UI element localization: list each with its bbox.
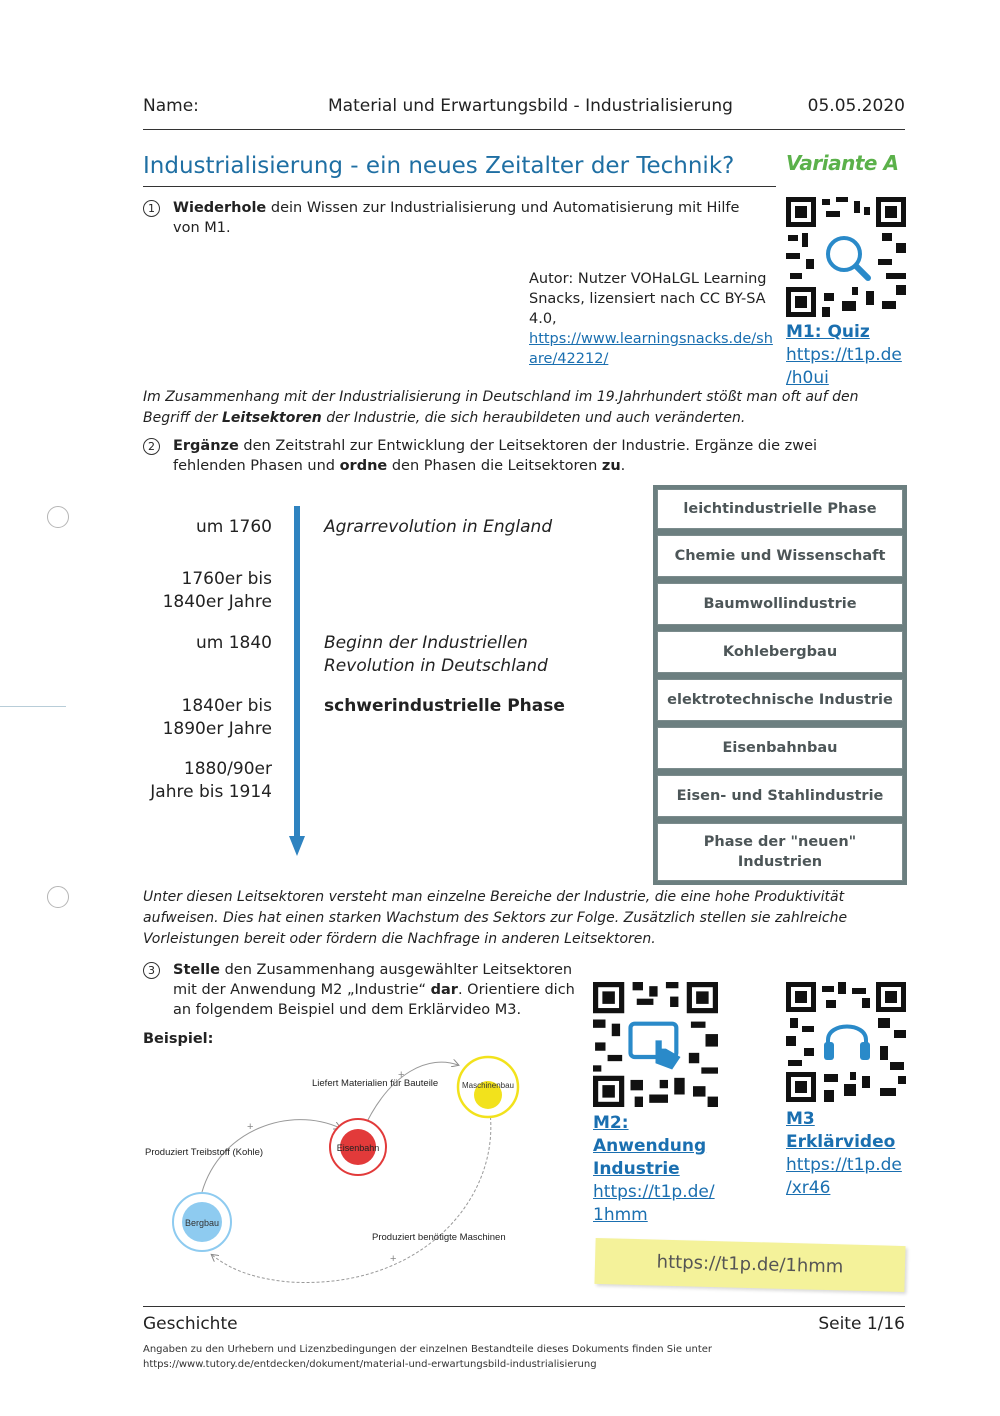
timeline-date-4: 1840er bis 1890er Jahre xyxy=(162,696,272,739)
plus-sign-3: + xyxy=(390,1253,397,1265)
qr-m3-label-line1[interactable]: M3 xyxy=(786,1109,815,1129)
page-title: Industrialisierung - ein neues Zeitalter der Technik? xyxy=(143,153,735,179)
task-2-text-3: . xyxy=(620,458,626,474)
task-1-verb: Wiederhole xyxy=(173,200,267,216)
task-1-text: dein Wissen zur Industrialisierung und Automatisierung mit Hilfe von M1. xyxy=(173,200,740,236)
sector-box-7[interactable]: Eisen- und Stahlindustrie xyxy=(657,775,903,817)
attribution xyxy=(529,269,774,369)
attribution-link-line1[interactable]: https://www.learningsnacks.de/sh xyxy=(529,331,773,347)
task-2 xyxy=(143,436,883,476)
edge2-label: Liefert Materialien für Bauteile xyxy=(312,1078,439,1089)
qr-m3-label-line2[interactable]: Erklärvideo xyxy=(786,1132,896,1152)
edge3-label: Produziert benötigte Maschinen xyxy=(372,1232,506,1243)
qr-m2-url-line2[interactable]: 1hmm xyxy=(593,1205,648,1225)
page-header xyxy=(143,96,905,120)
name-label: Name: xyxy=(143,96,199,116)
timeline-date-3: um 1840 xyxy=(195,633,272,653)
task-2-verb-1: Ergänze xyxy=(173,438,239,454)
qr-m3-caption xyxy=(786,1108,906,1200)
sector-box-1[interactable]: leichtindustrielle Phase xyxy=(657,489,903,529)
sector-box-panel xyxy=(653,485,907,885)
task-3-verb-1: Stelle xyxy=(173,962,220,978)
qr-m1-url-line1[interactable]: https://t1p.de xyxy=(786,345,902,365)
example-label: Beispiel: xyxy=(143,1031,214,1047)
task-number-3: 3 xyxy=(143,962,160,979)
document-date: 05.05.2020 xyxy=(807,96,905,116)
sector-box-8[interactable]: Phase der "neuen" Industrien xyxy=(657,823,903,881)
sector-box-3[interactable]: Baumwollindustrie xyxy=(657,583,903,625)
timeline-arrow-head xyxy=(289,836,305,856)
task-3-text-1: den Zusammenhang ausgewählter Leitsektoren mit der Anwendung M2 „Industrie“ xyxy=(173,962,573,998)
timeline-date-5: 1880/90er Jahre bis 1914 xyxy=(150,759,272,802)
attribution-link-line2[interactable]: are/42212/ xyxy=(529,351,609,367)
qr-m2-label-line2[interactable]: Anwendung xyxy=(593,1136,707,1156)
punch-hole-bottom xyxy=(47,886,69,908)
task-3-verb-2: dar xyxy=(430,982,458,998)
timeline-date-2: 1760er bis 1840er Jahre xyxy=(162,569,272,612)
task-3 xyxy=(143,960,583,1020)
task-2-verb-3: zu xyxy=(601,458,621,474)
qr-m2-label-line3[interactable]: Industrie xyxy=(593,1159,680,1179)
example-diagram xyxy=(140,1050,580,1290)
intro-keyword: Leitsektoren xyxy=(222,410,322,426)
definition-paragraph: Unter diesen Leitsektoren versteht man einzelne Bereiche der Industrie, die eine hohe Produktivität aufweisen. Dies hat einen starken Wachstum des Sektors zur Folge. Zusätzlich stellen sie zahlreiche Vorleistungen bereit oder fördern die Nachfrage in anderen Leitsektoren. xyxy=(143,889,848,947)
timeline-arrow-shaft xyxy=(294,506,300,838)
footer-subject: Geschichte xyxy=(143,1314,238,1334)
footer-rule xyxy=(143,1306,905,1307)
sticky-note-url[interactable]: https://t1p.de/1hmm xyxy=(594,1238,905,1292)
document-title: Material und Erwartungsbild - Industrialisierung xyxy=(328,96,733,116)
punch-hole-top xyxy=(47,506,69,528)
qr-m3-url-line1[interactable]: https://t1p.de xyxy=(786,1155,902,1175)
node-eisenbahn-label: Eisenbahn xyxy=(336,1143,380,1153)
footer-license-line1: Angaben zu den Urhebern und Lizenzbedingungen der einzelnen Bestandteile dieses Dokuments finden Sie unter xyxy=(143,1344,713,1355)
task-1 xyxy=(143,198,763,238)
task-number-2: 2 xyxy=(143,438,160,455)
attribution-text: Autor: Nutzer VOHaLGL Learning Snacks, lizensiert nach CC BY-SA 4.0, xyxy=(529,271,767,327)
task-2-text-2: den Phasen die Leitsektoren xyxy=(387,458,602,474)
qr-m2-label-line1[interactable]: M2: xyxy=(593,1113,629,1133)
timeline-event-1: Agrarrevolution in England xyxy=(324,517,553,537)
intro-paragraph xyxy=(143,387,908,429)
title-underline xyxy=(143,186,776,187)
footer-license-line2[interactable]: https://www.tutory.de/entdecken/dokument/material-und-erwartungsbild-industrialisierung xyxy=(143,1359,597,1370)
variant-label: Variante A xyxy=(786,151,899,175)
node-bergbau-label: Bergbau xyxy=(184,1218,220,1228)
qr-m1-caption xyxy=(786,321,906,390)
qr-m3-url-line2[interactable]: /xr46 xyxy=(786,1178,831,1198)
timeline-date-1: um 1760 xyxy=(195,517,272,537)
footer-page-number: Seite 1/16 xyxy=(818,1314,905,1334)
edge-eisenbahn-maschinenbau xyxy=(362,1062,458,1132)
qr-m2-caption xyxy=(593,1112,723,1227)
intro-text-1: Im Zusammenhang mit der Industrialisierung in Deutschland im 19.Jahrhundert stößt man oft auf den Begriff der xyxy=(143,389,859,426)
edge1-label: Produziert Treibstoff (Kohle) xyxy=(145,1147,264,1158)
qr-code-m1[interactable] xyxy=(786,197,906,317)
task-3-text-2: . Orientiere dich an folgendem Beispiel und dem Erklärvideo M3. xyxy=(173,982,575,1018)
sector-box-5[interactable]: elektrotechnische Industrie xyxy=(657,679,903,721)
node-maschinenbau-label: Maschinenbau xyxy=(461,1081,515,1090)
plus-sign-1: + xyxy=(247,1121,254,1133)
qr-code-m2[interactable] xyxy=(593,982,718,1107)
task-2-text-1: den Zeitstrahl zur Entwicklung der Leitsektoren der Industrie. Ergänze die zwei fehlenden Phasen und xyxy=(173,438,818,474)
timeline-event-4: schwerindustrielle Phase xyxy=(324,696,565,716)
task-number-1: 1 xyxy=(143,200,160,217)
sector-box-2[interactable]: Chemie und Wissenschaft xyxy=(657,535,903,577)
fold-mark xyxy=(0,706,66,707)
timeline-event-3: Beginn der Industriellen Revolution in Deutschland xyxy=(324,633,548,676)
plus-sign-2: + xyxy=(398,1069,405,1081)
intro-text-2: der Industrie, die sich heraubildeten und auch veränderten. xyxy=(321,410,746,426)
header-rule xyxy=(143,129,905,130)
qr-code-m3[interactable] xyxy=(786,982,906,1102)
sector-box-4[interactable]: Kohlebergbau xyxy=(657,631,903,673)
qr-m2-url-line1[interactable]: https://t1p.de/ xyxy=(593,1182,715,1202)
qr-m1-url-line2[interactable]: /h0ui xyxy=(786,368,829,388)
task-2-verb-2: ordne xyxy=(339,458,388,474)
sector-box-6[interactable]: Eisenbahnbau xyxy=(657,727,903,769)
qr-m1-label[interactable]: M1: Quiz xyxy=(786,322,870,342)
